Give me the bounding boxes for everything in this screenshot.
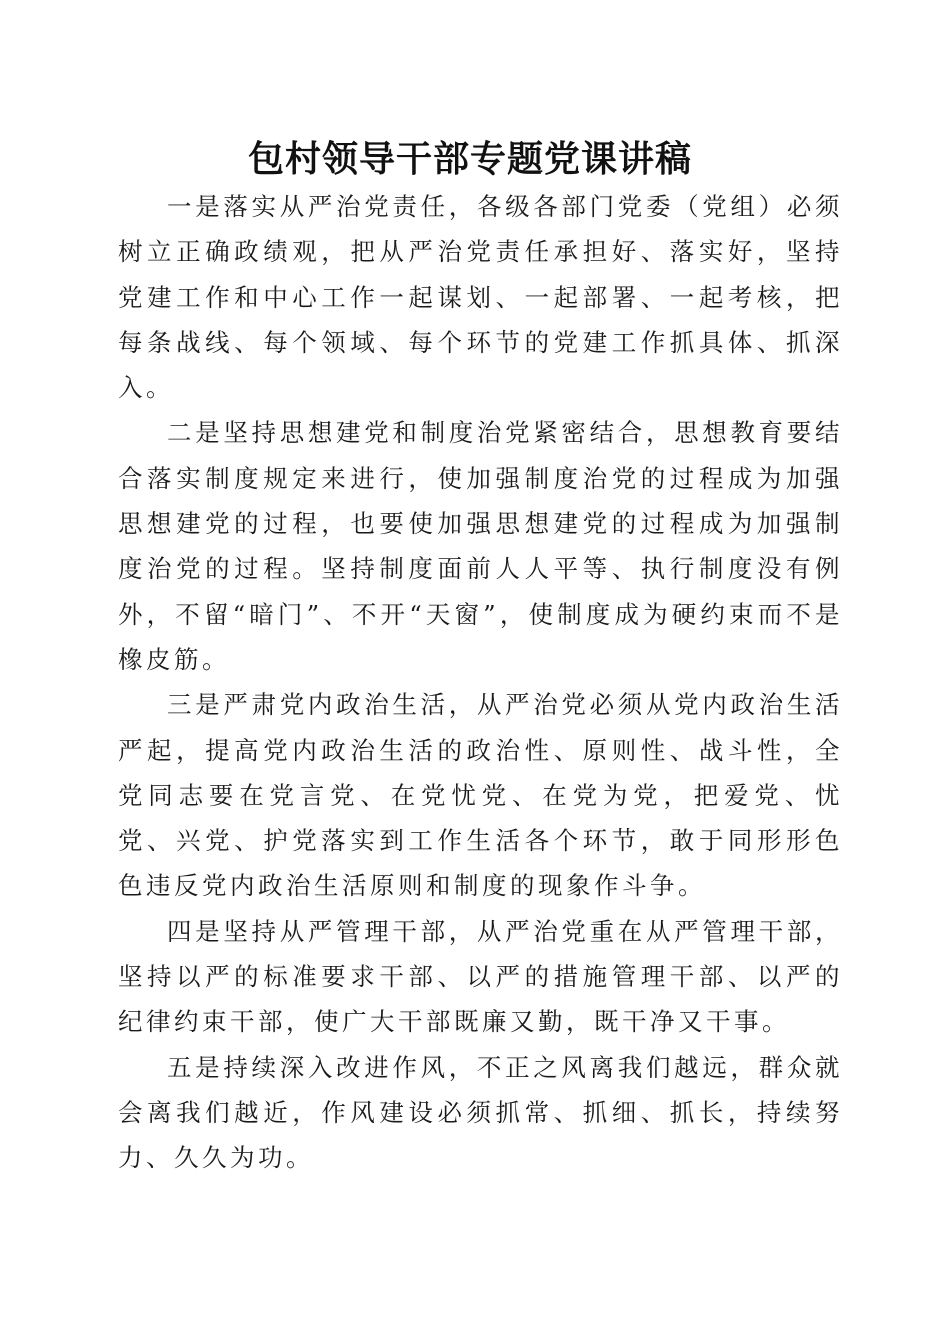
paragraph-3: 三是严肃党内政治生活，从严治党必须从党内政治生活严起，提高党内政治生活的政治性、原则性、战斗性，全党同志要在党言党、在党忧党、在党为党，把爱党、忧党、兴党、护党落实到工作生活各个环节，敢于同形形色色违反党内政治生活原则和制度的现象作斗争。 (118, 690, 843, 901)
paragraph-2: 二是坚持思想建党和制度治党紧密结合，思想教育要结合落实制度规定来进行，使加强制度治党的过程成为加强思想建党的过程，也要使加强思想建党的过程成为加强制度治党的过程。坚持制度面前人人平等、执行制度没有例外，不留“暗门”、不开“天窗”，使制度成为硬约束而不是橡皮筋。 (118, 418, 843, 674)
paragraph-1: 一是落实从严治党责任，各级各部门党委（党组）必须树立正确政绩观，把从严治党责任承担好、落实好，坚持党建工作和中心工作一起谋划、一起部署、一起考核，把每条战线、每个领域、每个环节的党建工作抓具体、抓深入。 (118, 192, 843, 403)
paragraph-5: 五是持续深入改进作风，不正之风离我们越远，群众就会离我们越近，作风建设必须抓常、抓细、抓长，持续努力、久久为功。 (118, 1052, 843, 1173)
document-title: 包村领导干部专题党课讲稿 (247, 138, 692, 180)
document-body (118, 184, 843, 1181)
paragraph-4: 四是坚持从严管理干部，从严治党重在从严管理干部，坚持以严的标准要求干部、以严的措施管理干部、以严的纪律约束干部，使广大干部既廉又勤，既干净又干事。 (118, 916, 843, 1037)
